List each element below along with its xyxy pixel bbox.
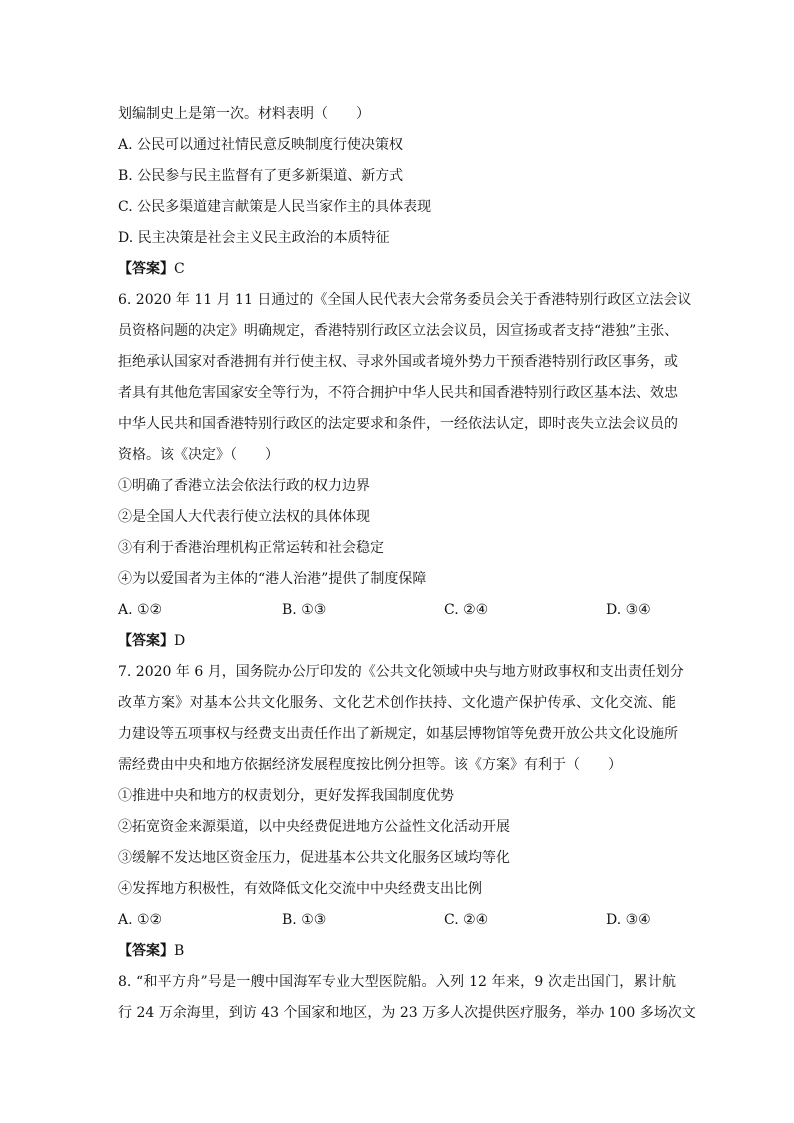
q7-stem-line-1: 7. 2020 年 6 月，国务院办公厅印发的《公共文化领域中央与地方财政事权和支出责任划分	[118, 664, 684, 680]
answer-label: 【答案】	[118, 943, 174, 959]
q6-item-1: ①明确了香港立法会依法行政的权力边界	[118, 478, 370, 494]
q7-item-3: ③缓解不发达地区资金压力，促进基本公共文化服务区域均等化	[118, 850, 510, 866]
q6-stem-line-4: 者具有其他危害国家安全等行为，不符合拥护中华人民共和国香港特别行政区基本法、效忠	[118, 385, 678, 401]
q6-choice-c: C. ②④	[444, 602, 489, 618]
q6-stem-line-2: 员资格问题的决定》明确规定，香港特别行政区立法会议员，因宣扬或者支持“港独”主张、	[118, 323, 679, 339]
q7-stem-line-3: 力建设等五项事权与经费支出责任作出了新规定，如基层博物馆等免费开放公共文化设施所	[118, 726, 678, 742]
q7-choice-b: B. ①③	[282, 912, 327, 928]
q7-item-1: ①推进中央和地方的权责划分，更好发挥我国制度优势	[118, 788, 454, 804]
answer-value: D	[174, 633, 186, 649]
q7-choice-d: D. ③④	[606, 912, 651, 928]
q7-answer	[118, 941, 184, 961]
q7-choice-a: A. ①②	[118, 912, 163, 928]
q5-option-b: B. 公民参与民主监督有了更多新渠道、新方式	[118, 168, 404, 184]
q5-answer	[118, 259, 185, 279]
answer-value: B	[174, 943, 185, 959]
q6-choice-b: B. ①③	[282, 602, 327, 618]
q8-stem-line-1: 8. “和平方舟”号是一艘中国海军专业大型医院船。入列 12 年来，9 次走出国门，累计航	[118, 974, 676, 990]
q6-item-2: ②是全国人大代表行使立法权的具体体现	[118, 509, 370, 525]
q6-choice-a: A. ①②	[118, 602, 163, 618]
answer-label: 【答案】	[118, 261, 174, 277]
q6-item-3: ③有利于香港治理机构正常运转和社会稳定	[118, 540, 384, 556]
q5-stem-tail: 划编制史上是第一次。材料表明（ ）	[118, 106, 370, 122]
q7-item-2: ②拓宽资金来源渠道，以中央经费促进地方公益性文化活动开展	[118, 819, 510, 835]
answer-label: 【答案】	[118, 633, 174, 649]
q6-item-4: ④为以爱国者为主体的“港人治港”提供了制度保障	[118, 571, 427, 587]
q5-option-c: C. 公民多渠道建言献策是人民当家作主的具体表现	[118, 199, 432, 215]
q6-stem-line-3: 拒绝承认国家对香港拥有并行使主权、寻求外国或者境外势力干预香港特别行政区事务，或	[118, 354, 678, 370]
answer-value: C	[174, 261, 185, 277]
q6-choice-d: D. ③④	[606, 602, 651, 618]
q6-stem-line-1: 6. 2020 年 11 月 11 日通过的《全国人民代表大会常务委员会关于香港特别行政区立法会议	[118, 292, 692, 308]
q7-stem-line-2: 改革方案》对基本公共文化服务、文化艺术创作扶持、文化遗产保护传承、文化交流、能	[118, 695, 676, 711]
q6-stem-line-5: 中华人民共和国香港特别行政区的法定要求和条件，一经依法认定，即时丧失立法会议员的	[118, 416, 678, 432]
q8-stem-line-2: 行 24 万余海里，到访 43 个国家和地区，为 23 万多人次提供医疗服务，举办 100 多场次文	[118, 1005, 696, 1021]
q5-option-a: A. 公民可以通过社情民意反映制度行使决策权	[118, 137, 404, 153]
q6-stem-line-6: 资格。该《决定》（ ）	[118, 447, 279, 463]
q5-option-d: D. 民主决策是社会主义民主政治的本质特征	[118, 230, 390, 246]
q7-choice-c: C. ②④	[444, 912, 489, 928]
q7-stem-line-4: 需经费由中央和地方依据经济发展程度按比例分担等。该《方案》有利于（ ）	[118, 757, 622, 773]
q7-item-4: ④发挥地方积极性，有效降低文化交流中中央经费支出比例	[118, 881, 482, 897]
q6-answer	[118, 631, 185, 651]
